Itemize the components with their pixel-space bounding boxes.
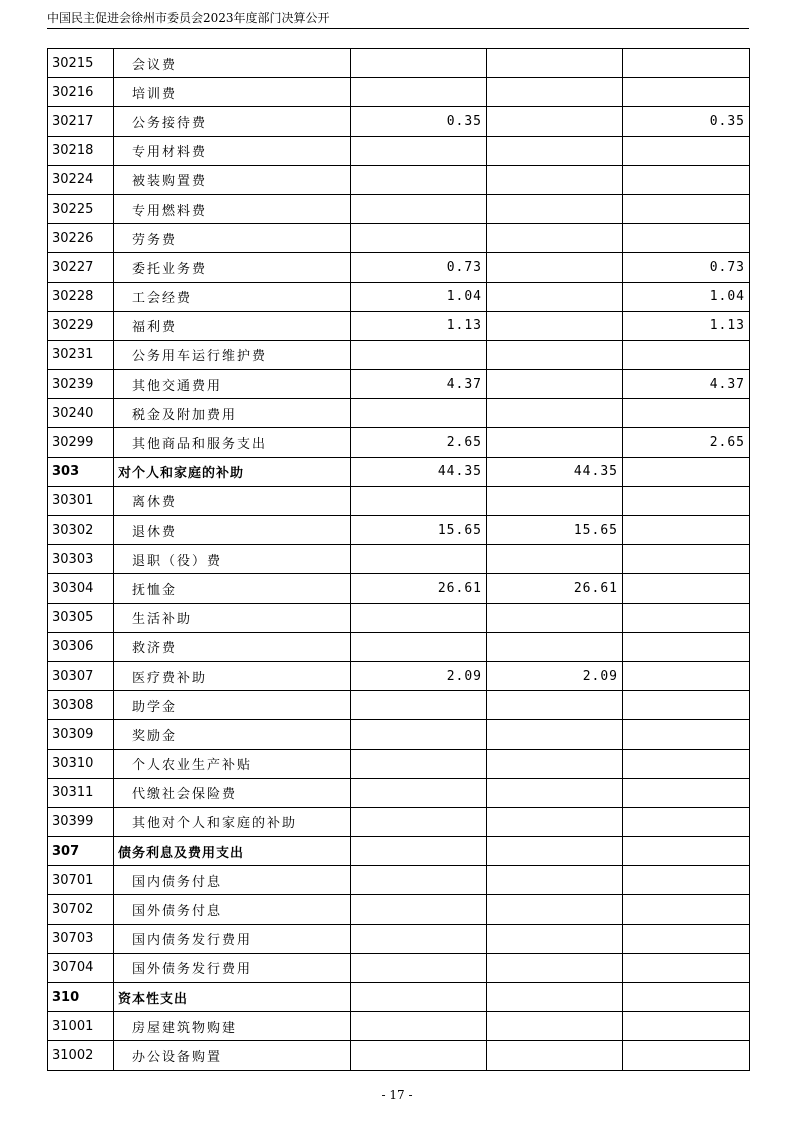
total-amount-cell: 2.65 xyxy=(351,428,487,457)
total-amount-cell xyxy=(351,720,487,749)
item-code-cell: 30215 xyxy=(48,49,114,78)
table-row xyxy=(48,253,750,282)
item-name-cell: 助学金 xyxy=(114,691,351,720)
item-name-cell: 会议费 xyxy=(114,49,351,78)
total-amount-cell xyxy=(351,78,487,107)
total-amount-cell xyxy=(351,1041,487,1070)
item-name-cell: 奖励金 xyxy=(114,720,351,749)
project-expenditure-cell xyxy=(623,807,750,836)
total-amount-cell xyxy=(351,1012,487,1041)
basic-expenditure-cell: 44.35 xyxy=(487,457,623,486)
item-code-cell: 30299 xyxy=(48,428,114,457)
item-code-cell: 303 xyxy=(48,457,114,486)
project-expenditure-cell xyxy=(623,340,750,369)
item-code-cell: 30306 xyxy=(48,632,114,661)
item-name-cell: 税金及附加费用 xyxy=(114,399,351,428)
project-expenditure-cell xyxy=(623,720,750,749)
basic-expenditure-cell xyxy=(487,1012,623,1041)
item-code-cell: 31001 xyxy=(48,1012,114,1041)
table-row xyxy=(48,428,750,457)
basic-expenditure-cell xyxy=(487,224,623,253)
basic-expenditure-cell xyxy=(487,486,623,515)
item-name-cell: 抚恤金 xyxy=(114,574,351,603)
basic-expenditure-cell: 26.61 xyxy=(487,574,623,603)
table-row xyxy=(48,720,750,749)
basic-expenditure-cell xyxy=(487,340,623,369)
table-row xyxy=(48,983,750,1012)
total-amount-cell: 2.09 xyxy=(351,661,487,690)
basic-expenditure-cell: 2.09 xyxy=(487,661,623,690)
item-code-cell: 30216 xyxy=(48,78,114,107)
project-expenditure-cell xyxy=(623,516,750,545)
basic-expenditure-cell xyxy=(487,983,623,1012)
header-title: 中国民主促进会徐州市委员会2023年度部门决算公开 xyxy=(47,11,330,25)
table-row xyxy=(48,282,750,311)
item-code-cell: 30227 xyxy=(48,253,114,282)
item-name-cell: 国内债务付息 xyxy=(114,866,351,895)
project-expenditure-cell xyxy=(623,224,750,253)
table-row xyxy=(48,574,750,603)
project-expenditure-cell xyxy=(623,78,750,107)
basic-expenditure-cell: 15.65 xyxy=(487,516,623,545)
item-name-cell: 退职（役）费 xyxy=(114,545,351,574)
basic-expenditure-cell xyxy=(487,691,623,720)
table-row xyxy=(48,486,750,515)
project-expenditure-cell xyxy=(623,895,750,924)
item-code-cell: 30399 xyxy=(48,807,114,836)
item-name-cell: 其他交通费用 xyxy=(114,370,351,399)
item-code-cell: 30226 xyxy=(48,224,114,253)
total-amount-cell: 0.73 xyxy=(351,253,487,282)
table-body xyxy=(48,49,750,1071)
basic-expenditure-cell xyxy=(487,78,623,107)
item-name-cell: 专用燃料费 xyxy=(114,194,351,223)
item-code-cell: 30302 xyxy=(48,516,114,545)
basic-expenditure-cell xyxy=(487,428,623,457)
table-row xyxy=(48,107,750,136)
total-amount-cell xyxy=(351,895,487,924)
total-amount-cell xyxy=(351,983,487,1012)
table-row xyxy=(48,1012,750,1041)
item-code-cell: 30701 xyxy=(48,866,114,895)
basic-expenditure-cell xyxy=(487,1041,623,1070)
total-amount-cell: 15.65 xyxy=(351,516,487,545)
total-amount-cell xyxy=(351,778,487,807)
total-amount-cell xyxy=(351,749,487,778)
project-expenditure-cell xyxy=(623,924,750,953)
total-amount-cell xyxy=(351,866,487,895)
item-name-cell: 代缴社会保险费 xyxy=(114,778,351,807)
basic-expenditure-cell xyxy=(487,165,623,194)
total-amount-cell xyxy=(351,924,487,953)
item-name-cell: 劳务费 xyxy=(114,224,351,253)
item-name-cell: 公务用车运行维护费 xyxy=(114,340,351,369)
item-code-cell: 30309 xyxy=(48,720,114,749)
item-code-cell: 30310 xyxy=(48,749,114,778)
total-amount-cell: 44.35 xyxy=(351,457,487,486)
project-expenditure-cell: 2.65 xyxy=(623,428,750,457)
basic-expenditure-cell xyxy=(487,866,623,895)
project-expenditure-cell xyxy=(623,983,750,1012)
table-row xyxy=(48,49,750,78)
total-amount-cell xyxy=(351,545,487,574)
table-row xyxy=(48,661,750,690)
item-name-cell: 培训费 xyxy=(114,78,351,107)
basic-expenditure-cell xyxy=(487,749,623,778)
table-row xyxy=(48,778,750,807)
item-code-cell: 30218 xyxy=(48,136,114,165)
item-code-cell: 30303 xyxy=(48,545,114,574)
project-expenditure-cell: 1.13 xyxy=(623,311,750,340)
project-expenditure-cell xyxy=(623,749,750,778)
item-name-cell: 退休费 xyxy=(114,516,351,545)
table-row xyxy=(48,953,750,982)
page-footer xyxy=(0,1088,794,1102)
table-row xyxy=(48,691,750,720)
basic-expenditure-cell xyxy=(487,778,623,807)
table-row xyxy=(48,837,750,866)
item-code-cell: 30311 xyxy=(48,778,114,807)
total-amount-cell xyxy=(351,136,487,165)
item-name-cell: 离休费 xyxy=(114,486,351,515)
item-name-cell: 对个人和家庭的补助 xyxy=(114,457,351,486)
item-code-cell: 30231 xyxy=(48,340,114,369)
project-expenditure-cell xyxy=(623,136,750,165)
item-name-cell: 公务接待费 xyxy=(114,107,351,136)
table-row xyxy=(48,866,750,895)
table-row xyxy=(48,545,750,574)
item-name-cell: 其他对个人和家庭的补助 xyxy=(114,807,351,836)
table-row xyxy=(48,924,750,953)
item-name-cell: 债务利息及费用支出 xyxy=(114,837,351,866)
item-name-cell: 国内债务发行费用 xyxy=(114,924,351,953)
total-amount-cell xyxy=(351,399,487,428)
table-row xyxy=(48,516,750,545)
table-row xyxy=(48,399,750,428)
project-expenditure-cell xyxy=(623,457,750,486)
item-name-cell: 工会经费 xyxy=(114,282,351,311)
total-amount-cell xyxy=(351,632,487,661)
item-name-cell: 专用材料费 xyxy=(114,136,351,165)
total-amount-cell: 26.61 xyxy=(351,574,487,603)
item-code-cell: 30224 xyxy=(48,165,114,194)
item-name-cell: 生活补助 xyxy=(114,603,351,632)
table-row xyxy=(48,807,750,836)
item-code-cell: 31002 xyxy=(48,1041,114,1070)
total-amount-cell: 0.35 xyxy=(351,107,487,136)
item-name-cell: 国外债务发行费用 xyxy=(114,953,351,982)
item-code-cell: 30301 xyxy=(48,486,114,515)
total-amount-cell: 4.37 xyxy=(351,370,487,399)
item-code-cell: 30228 xyxy=(48,282,114,311)
item-name-cell: 救济费 xyxy=(114,632,351,661)
item-name-cell: 其他商品和服务支出 xyxy=(114,428,351,457)
total-amount-cell: 1.13 xyxy=(351,311,487,340)
basic-expenditure-cell xyxy=(487,253,623,282)
project-expenditure-cell xyxy=(623,574,750,603)
project-expenditure-cell xyxy=(623,1041,750,1070)
project-expenditure-cell xyxy=(623,1012,750,1041)
item-name-cell: 福利费 xyxy=(114,311,351,340)
basic-expenditure-cell xyxy=(487,895,623,924)
item-code-cell: 310 xyxy=(48,983,114,1012)
basic-expenditure-cell xyxy=(487,194,623,223)
total-amount-cell xyxy=(351,224,487,253)
basic-expenditure-cell xyxy=(487,924,623,953)
item-code-cell: 30229 xyxy=(48,311,114,340)
page-header xyxy=(47,8,749,29)
item-name-cell: 资本性支出 xyxy=(114,983,351,1012)
project-expenditure-cell xyxy=(623,399,750,428)
item-code-cell: 30308 xyxy=(48,691,114,720)
table-row xyxy=(48,895,750,924)
project-expenditure-cell xyxy=(623,632,750,661)
project-expenditure-cell xyxy=(623,194,750,223)
basic-expenditure-cell xyxy=(487,107,623,136)
table-row xyxy=(48,311,750,340)
project-expenditure-cell xyxy=(623,545,750,574)
basic-expenditure-cell xyxy=(487,603,623,632)
basic-expenditure-cell xyxy=(487,953,623,982)
project-expenditure-cell: 1.04 xyxy=(623,282,750,311)
item-code-cell: 30307 xyxy=(48,661,114,690)
table-row xyxy=(48,165,750,194)
total-amount-cell xyxy=(351,603,487,632)
basic-expenditure-cell xyxy=(487,49,623,78)
expenditure-table xyxy=(47,48,750,1071)
item-name-cell: 委托业务费 xyxy=(114,253,351,282)
item-name-cell: 个人农业生产补贴 xyxy=(114,749,351,778)
project-expenditure-cell xyxy=(623,603,750,632)
project-expenditure-cell xyxy=(623,165,750,194)
basic-expenditure-cell xyxy=(487,807,623,836)
basic-expenditure-cell xyxy=(487,282,623,311)
project-expenditure-cell: 0.73 xyxy=(623,253,750,282)
table-row xyxy=(48,603,750,632)
item-code-cell: 30225 xyxy=(48,194,114,223)
total-amount-cell xyxy=(351,49,487,78)
total-amount-cell: 1.04 xyxy=(351,282,487,311)
project-expenditure-cell xyxy=(623,691,750,720)
project-expenditure-cell xyxy=(623,486,750,515)
item-code-cell: 30702 xyxy=(48,895,114,924)
project-expenditure-cell: 4.37 xyxy=(623,370,750,399)
project-expenditure-cell xyxy=(623,953,750,982)
table-row xyxy=(48,632,750,661)
table-row xyxy=(48,457,750,486)
basic-expenditure-cell xyxy=(487,399,623,428)
total-amount-cell xyxy=(351,194,487,223)
item-code-cell: 30703 xyxy=(48,924,114,953)
total-amount-cell xyxy=(351,691,487,720)
item-code-cell: 30304 xyxy=(48,574,114,603)
project-expenditure-cell xyxy=(623,49,750,78)
table-row xyxy=(48,78,750,107)
basic-expenditure-cell xyxy=(487,837,623,866)
page-number: - 17 - xyxy=(381,1088,413,1102)
project-expenditure-cell xyxy=(623,866,750,895)
total-amount-cell xyxy=(351,165,487,194)
basic-expenditure-cell xyxy=(487,136,623,165)
item-name-cell: 被装购置费 xyxy=(114,165,351,194)
basic-expenditure-cell xyxy=(487,720,623,749)
table-row xyxy=(48,194,750,223)
table-row xyxy=(48,749,750,778)
item-code-cell: 30305 xyxy=(48,603,114,632)
total-amount-cell xyxy=(351,837,487,866)
project-expenditure-cell xyxy=(623,837,750,866)
item-name-cell: 办公设备购置 xyxy=(114,1041,351,1070)
item-code-cell: 30239 xyxy=(48,370,114,399)
project-expenditure-cell xyxy=(623,661,750,690)
table-row xyxy=(48,1041,750,1070)
basic-expenditure-cell xyxy=(487,311,623,340)
total-amount-cell xyxy=(351,340,487,369)
table-row xyxy=(48,370,750,399)
total-amount-cell xyxy=(351,953,487,982)
project-expenditure-cell xyxy=(623,778,750,807)
item-name-cell: 房屋建筑物购建 xyxy=(114,1012,351,1041)
item-code-cell: 307 xyxy=(48,837,114,866)
item-name-cell: 国外债务付息 xyxy=(114,895,351,924)
basic-expenditure-cell xyxy=(487,545,623,574)
item-code-cell: 30240 xyxy=(48,399,114,428)
table-row xyxy=(48,224,750,253)
table-row xyxy=(48,136,750,165)
total-amount-cell xyxy=(351,807,487,836)
item-name-cell: 医疗费补助 xyxy=(114,661,351,690)
project-expenditure-cell: 0.35 xyxy=(623,107,750,136)
total-amount-cell xyxy=(351,486,487,515)
table-row xyxy=(48,340,750,369)
basic-expenditure-cell xyxy=(487,632,623,661)
item-code-cell: 30217 xyxy=(48,107,114,136)
item-code-cell: 30704 xyxy=(48,953,114,982)
basic-expenditure-cell xyxy=(487,370,623,399)
